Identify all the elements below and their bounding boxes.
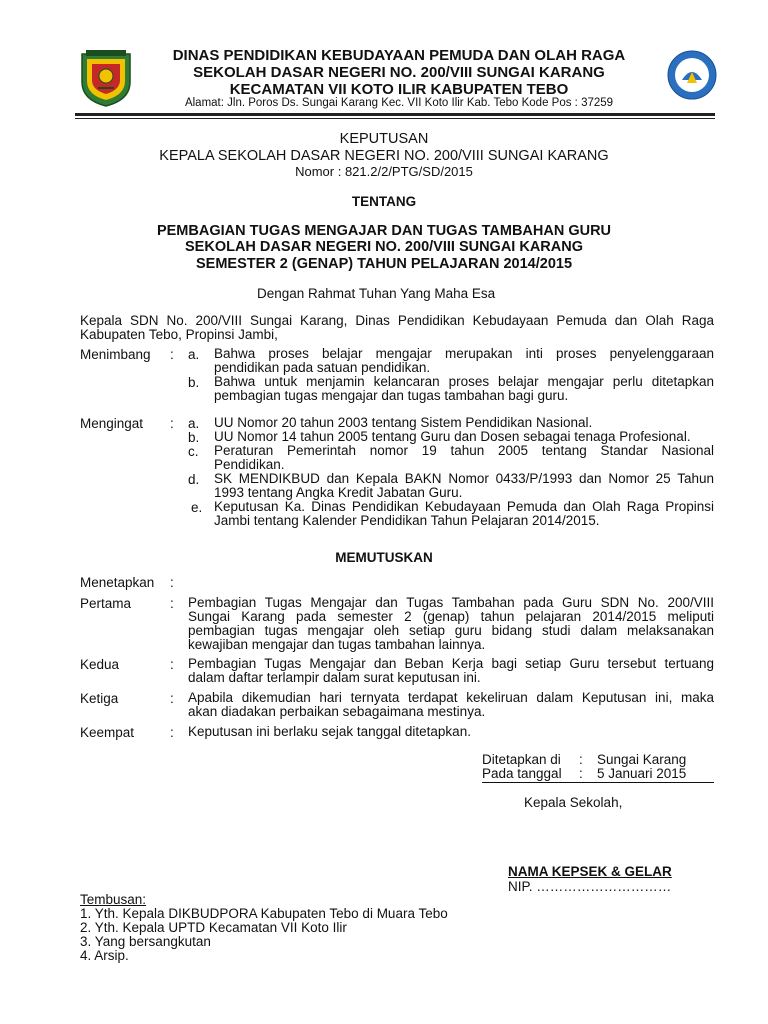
mengingat-d-letter: d.: [188, 472, 200, 487]
tembusan-title: Tembusan:: [80, 892, 147, 907]
kedua-line2: dalam daftar terlampir dalam surat keputusan ini.: [188, 670, 481, 685]
subject-line2: SEKOLAH DASAR NEGERI NO. 200/VIII SUNGAI KARANG: [185, 239, 583, 255]
menimbang-a-line2: pendidikan pada satuan pendidikan.: [214, 360, 431, 375]
pertama-line4: kewajiban mengajar dan tugas tambahan lainnya.: [188, 637, 486, 652]
pertama-line1: Pembagian Tugas Mengajar dan Tugas Tambahan pada Guru SDN No. 200/VIII: [188, 595, 714, 610]
ketiga-label: Ketiga: [80, 691, 119, 706]
mengingat-a-line1: UU Nomor 20 tahun 2003 tentang Sistem Pendidikan Nasional.: [214, 415, 593, 430]
tentang-heading: TENTANG: [351, 194, 417, 209]
ketiga-line2: akan diadakan perbaikan sebagaimana mestinya.: [188, 704, 486, 719]
pertama-colon: :: [170, 596, 174, 611]
subject-line1: PEMBAGIAN TUGAS MENGAJAR DAN TUGAS TAMBAHAN GURU: [156, 223, 612, 239]
mengingat-e-letter: e.: [191, 500, 203, 515]
tembusan-item: 3. Yang bersangkutan: [80, 934, 211, 949]
mengingat-e-line2: Jambi tentang Kalender Pendidikan Tahun Pelajaran 2014/2015.: [214, 513, 600, 528]
decree-subheading: KEPALA SEKOLAH DASAR NEGERI NO. 200/VIII SUNGAI KARANG: [159, 148, 609, 164]
letterhead-line3: KECAMATAN VII KOTO ILIR KABUPATEN TEBO: [229, 81, 569, 98]
mengingat-d-line1: SK MENDIKBUD dan Kepala BAKN Nomor 0433/P/1993 dan Nomor 25 Tahun: [214, 471, 714, 486]
subject-line3: SEMESTER 2 (GENAP) TAHUN PELAJARAN 2014/2015: [195, 256, 573, 272]
menimbang-label: Menimbang: [80, 347, 151, 362]
signer-name: NAMA KEPSEK & GELAR: [508, 864, 672, 879]
memutuskan-heading: MEMUTUSKAN: [335, 550, 433, 565]
mengingat-b-line1: UU Nomor 14 tahun 2005 tentang Guru dan Dosen sebagai tenaga Profesional.: [214, 429, 691, 444]
tembusan-item: 2. Yth. Kepala UPTD Kecamatan VII Koto Ilir: [80, 920, 347, 935]
tanggal-colon: :: [579, 766, 583, 781]
mengingat-label: Mengingat: [80, 416, 144, 431]
menetapkan-colon: :: [170, 575, 174, 590]
tanggal-value: 5 Januari 2015: [597, 766, 687, 781]
pertama-label: Pertama: [80, 596, 132, 611]
menimbang-b-line2: pembagian tugas mengajar dan tugas tambahan bagi guru.: [214, 388, 569, 403]
tembusan-item: 4. Arsip.: [80, 948, 129, 963]
keempat-colon: :: [170, 725, 174, 740]
mengingat-colon: :: [170, 416, 174, 431]
mengingat-c-letter: c.: [188, 444, 199, 459]
keempat-line1: Keputusan ini berlaku sejak tanggal ditetapkan.: [188, 724, 471, 739]
tembusan-item: 1. Yth. Kepala DIKBUDPORA Kabupaten Tebo di Muara Tebo: [80, 906, 448, 921]
blessing-text: Dengan Rahmat Tuhan Yang Maha Esa: [257, 286, 496, 301]
letterhead-address: Alamat: Jln. Poros Ds. Sungai Karang Kec. VII Koto Ilir Kab. Tebo Kode Pos : 37259: [184, 97, 614, 109]
kedua-colon: :: [170, 657, 174, 672]
mengingat-b-letter: b.: [188, 430, 200, 445]
menetapkan-label: Menetapkan: [80, 575, 155, 590]
mengingat-c-line1: Peraturan Pemerintah nomor 19 tahun 2005 tentang Standar Nasional: [214, 443, 714, 458]
letterhead-line1: DINAS PENDIDIKAN KEBUDAYAAN PEMUDA DAN OLAH RAGA: [172, 47, 626, 64]
tanggal-underline: [482, 782, 714, 783]
mengingat-a-letter: a.: [188, 416, 200, 431]
mengingat-e-line1: Keputusan Ka. Dinas Pendidikan Kebudayaan Pemuda dan Olah Raga Propinsi: [214, 499, 714, 514]
menimbang-b-line1: Bahwa untuk menjamin kelancaran proses belajar mengajar perlu ditetapkan: [214, 374, 714, 389]
menimbang-a-letter: a.: [188, 347, 200, 362]
mengingat-d-line2: 1993 tentang Angka Kredit Jabatan Guru.: [214, 485, 463, 500]
ditetapkan-colon: :: [579, 752, 583, 767]
decree-number: Nomor : 821.2/2/PTG/SD/2015: [295, 164, 473, 179]
kedua-label: Kedua: [80, 657, 120, 672]
menimbang-colon: :: [170, 347, 174, 362]
intro-line2: Kabupaten Tebo, Propinsi Jambi,: [80, 327, 278, 342]
keempat-label: Keempat: [80, 725, 135, 740]
letterhead-line2: SEKOLAH DASAR NEGERI NO. 200/VIII SUNGAI KARANG: [193, 64, 605, 81]
ketiga-colon: :: [170, 691, 174, 706]
letterhead-divider: [75, 113, 715, 119]
menimbang-a-line1: Bahwa proses belajar mengajar merupakan inti proses penyelenggaraan: [214, 346, 714, 361]
pertama-line3: pembagian tugas mengajar oleh setiap guru bidang studi dalam melaksanakan: [188, 623, 714, 638]
intro-line1: Kepala SDN No. 200/VIII Sungai Karang, Dinas Pendidikan Kebudayaan Pemuda dan Olah Raga: [80, 313, 714, 328]
ditetapkan-value: Sungai Karang: [597, 752, 687, 767]
signer-nip: NIP. …………………………: [508, 879, 672, 894]
signer-role: Kepala Sekolah,: [524, 795, 623, 810]
mengingat-c-line2: Pendidikan.: [214, 457, 285, 472]
ditetapkan-label: Ditetapkan di: [482, 752, 561, 767]
decree-heading: KEPUTUSAN: [339, 131, 429, 147]
kedua-line1: Pembagian Tugas Mengajar dan Beban Kerja bagi setiap Guru tersebut tertuang: [188, 656, 714, 671]
pertama-line2: Sungai Karang pada semester 2 (genap) tahun pelajaran 2014/2015 meliputi: [188, 609, 714, 624]
tanggal-label: Pada tanggal: [482, 766, 562, 781]
menimbang-b-letter: b.: [188, 375, 200, 390]
ketiga-line1: Apabila dikemudian hari ternyata terdapat kekeliruan dalam Keputusan ini, maka: [188, 690, 714, 705]
